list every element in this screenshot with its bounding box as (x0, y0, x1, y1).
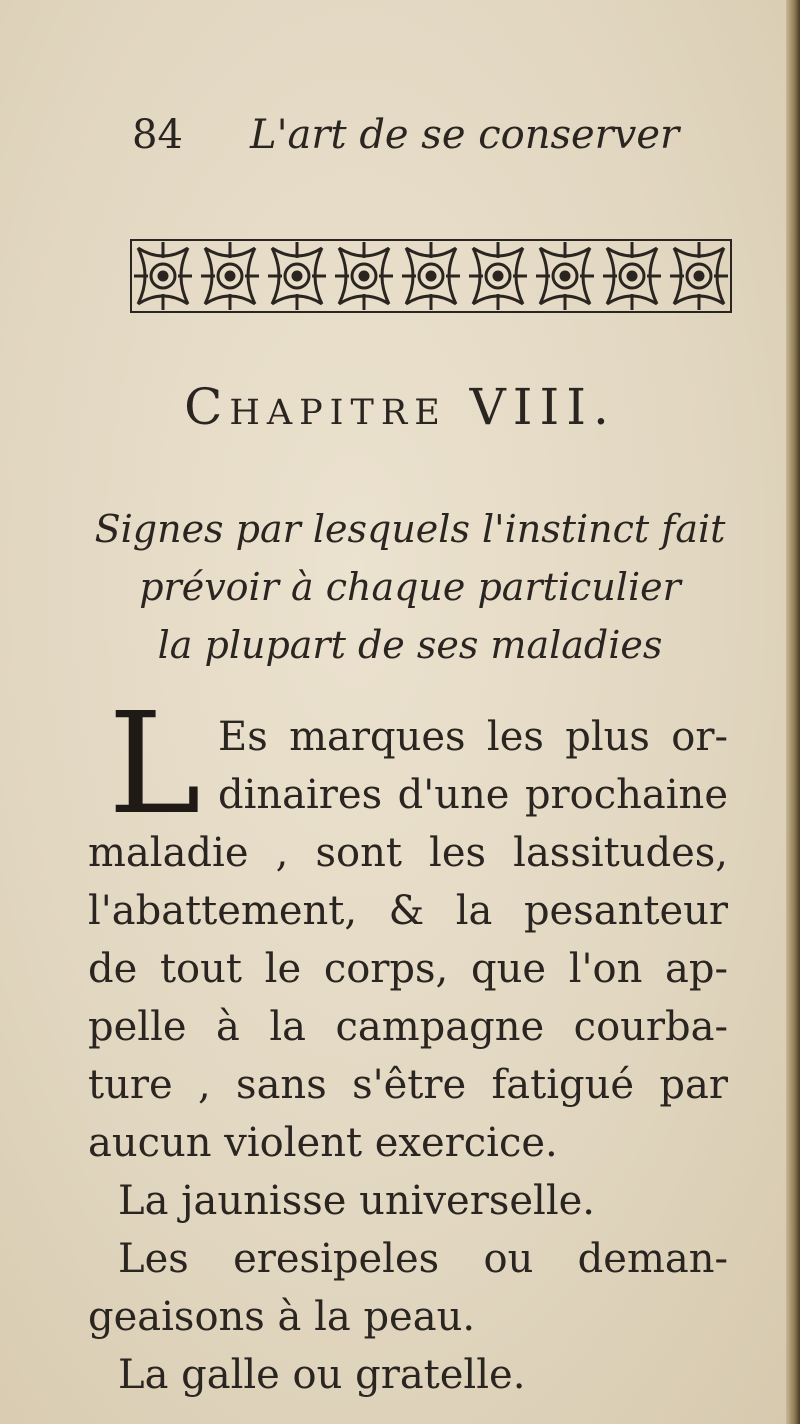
text-line: geaisons à la peau. (88, 1294, 476, 1340)
page-header (132, 112, 692, 172)
drop-cap: L (108, 683, 201, 846)
text-line: La galle ou gratelle. (118, 1352, 526, 1398)
subtitle-line: Signes par lesquels l'instinct fait (94, 507, 726, 551)
floral-band-ornament-icon (130, 236, 732, 316)
text-line: Es marques les plus or- (218, 714, 728, 760)
text-line: dinaires d'une prochaine (218, 772, 728, 818)
text-line: de tout le corps, que l'on ap- (88, 946, 728, 992)
running-title: L'art de se conserver (250, 112, 680, 158)
page-number: 84 (132, 112, 183, 158)
text-line: aucun violent exercice. (88, 1120, 558, 1166)
chapter-subtitle (80, 500, 740, 674)
text-line: ture , sans s'être fatigué par (88, 1062, 728, 1108)
text-line: La jaunisse universelle. (118, 1178, 596, 1224)
text-line: pelle à la campagne courba- (88, 1004, 728, 1050)
text-line: maladie , sont les lassitudes, (88, 830, 728, 876)
subtitle-line: la plupart de ses maladies (157, 623, 663, 667)
text-line: l'abattement, & la pesanteur (88, 888, 728, 934)
book-spine-edge (786, 0, 800, 1424)
chapter-heading: Chapitre VIII. (184, 378, 616, 436)
subtitle-line: prévoir à chaque particulier (139, 565, 681, 609)
text-line: Les eresipeles ou deman- (118, 1236, 728, 1282)
body-text (88, 708, 728, 1404)
